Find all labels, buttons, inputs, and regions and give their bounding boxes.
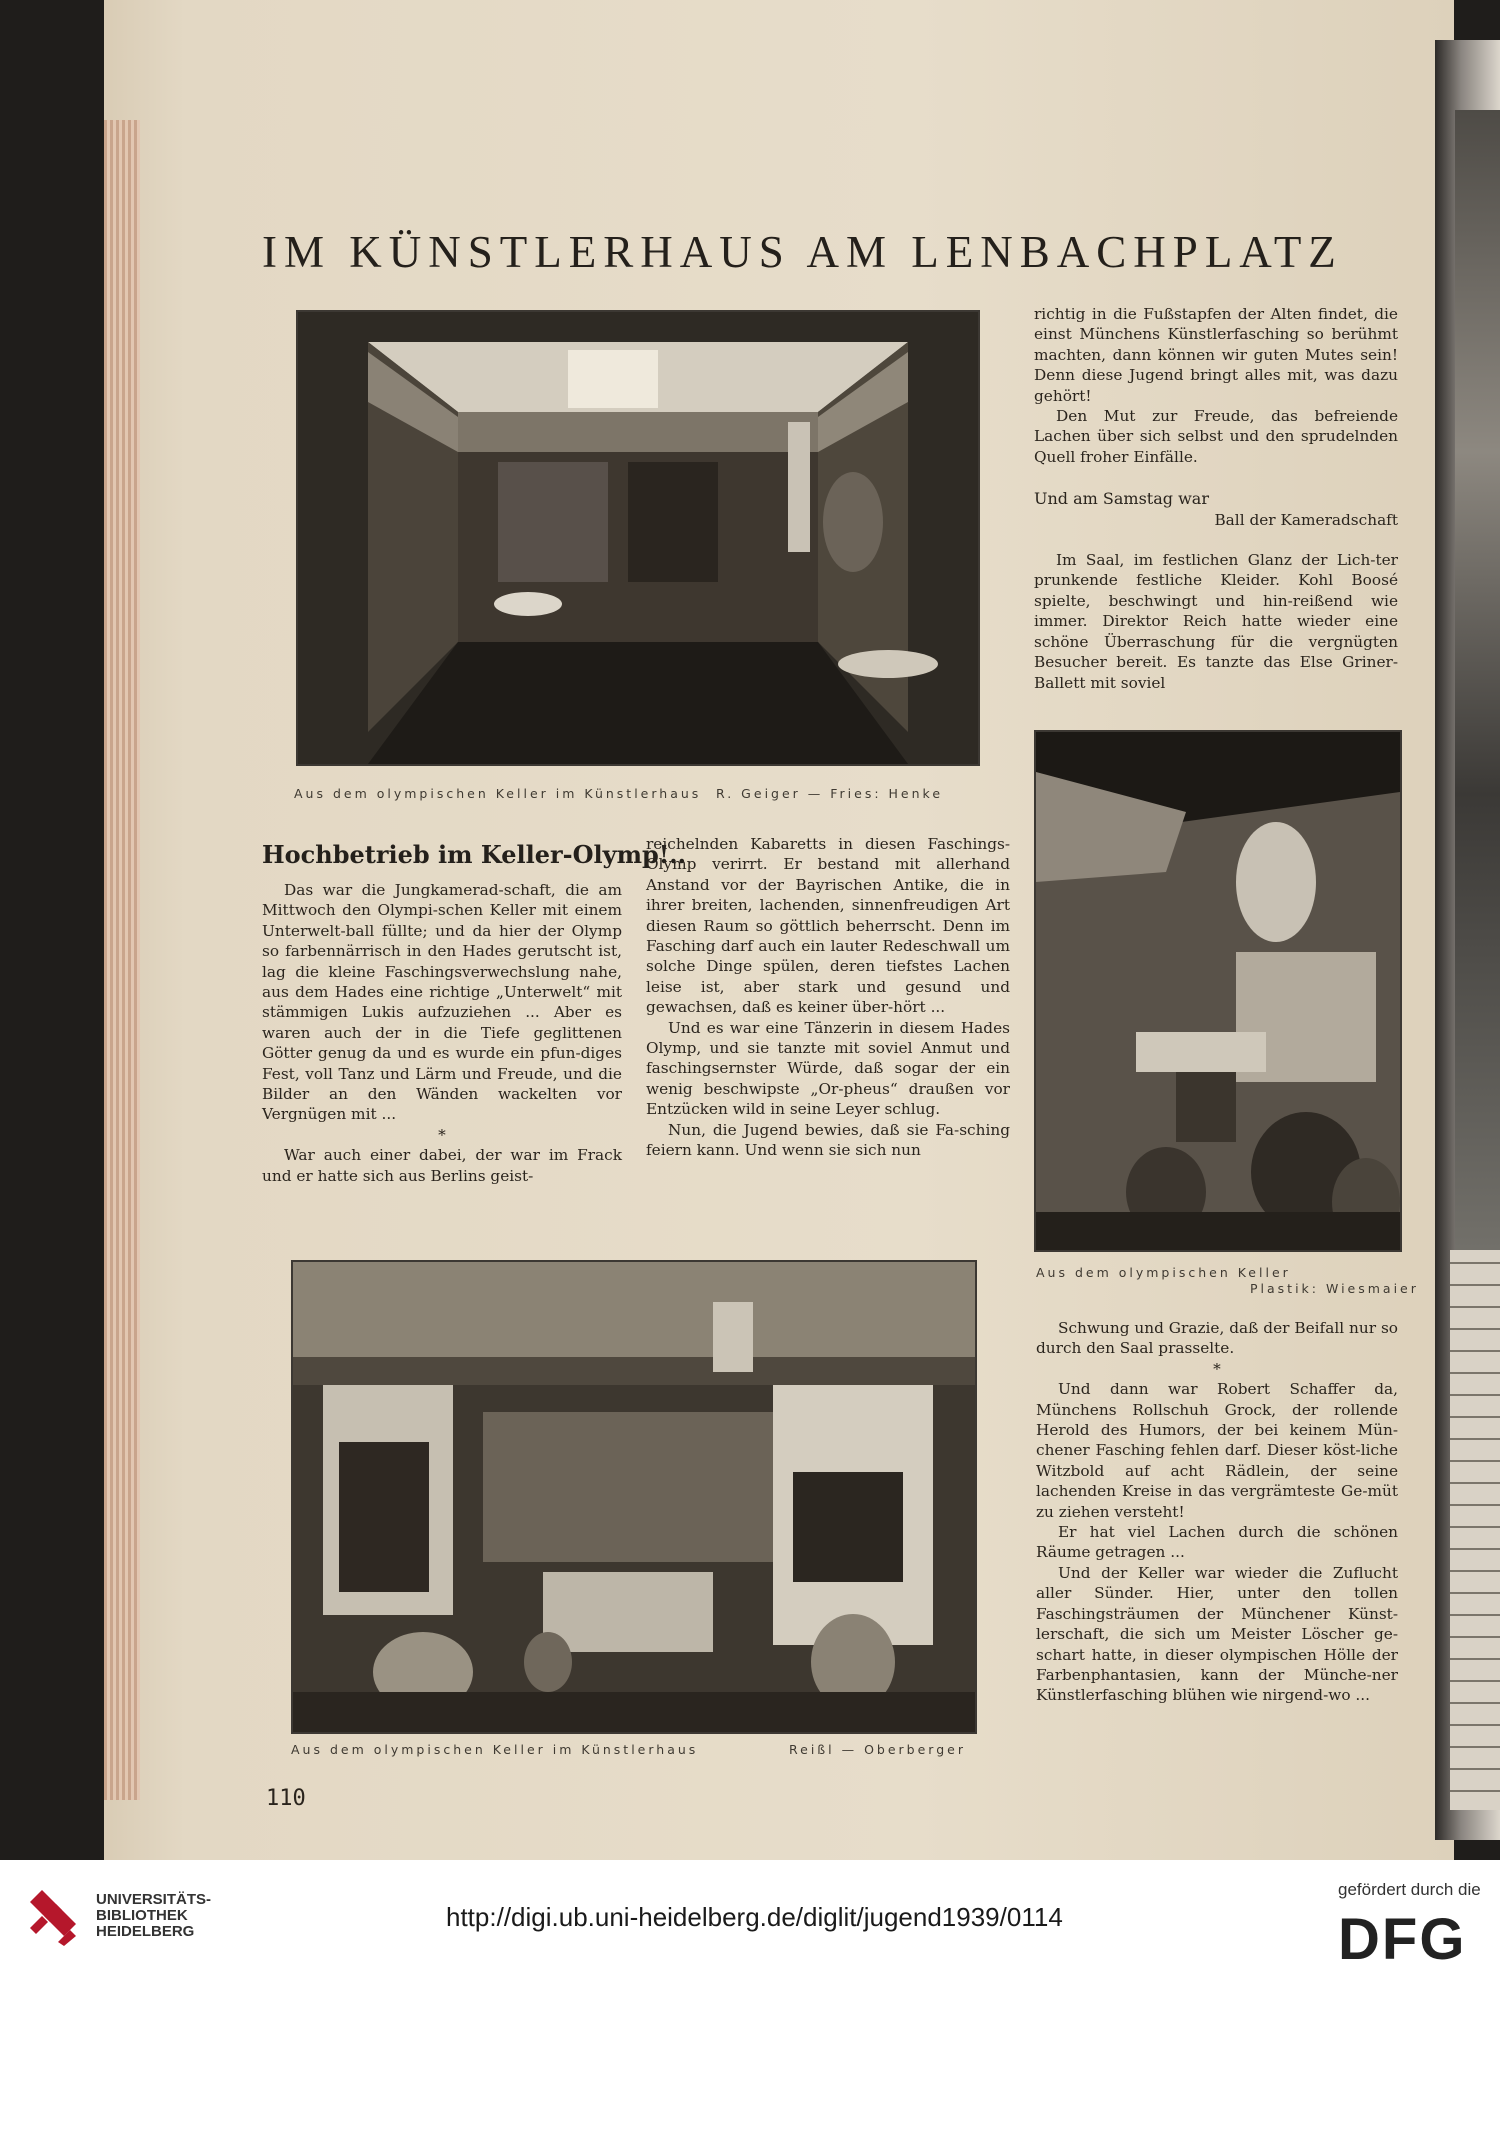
paragraph: Und dann war Robert Schaffer da, Münchens Rollschuh Grock, der rollende Herold des Humors, der bei keinem Mün-chener Fasching fehlen darf. Dieser köst-liche Witzbold auf acht Rädlein, der seine lachenden Kreise in das vergrämteste Ge-müt zu ziehen versteht! xyxy=(1036,1380,1398,1521)
text-column-middle xyxy=(646,834,1010,1161)
paragraph: Schwung und Grazie, daß der Beifall nur so durch den Saal prasselte. xyxy=(1036,1319,1398,1358)
library-name-line: BIBLIOTHEK xyxy=(96,1907,188,1924)
library-name-line: HEIDELBERG xyxy=(96,1923,195,1940)
caption-top-left: Aus dem olympischen Keller im Künstlerhaus xyxy=(294,786,702,801)
library-name xyxy=(96,1892,211,1940)
footer-bar xyxy=(0,1860,1500,2130)
paragraph: reichelnden Kabaretts in diesen Faschings-Olymp verirrt. Er bestand mit allerhand Anstand vor der Bayrischen Antike, die in ihrer breiten, lachenden, sinnenfreudigen Art diesen Raum so göttlich beherrscht. Denn im Fasching darf auch ein lauter Redeschwall um solche Dinge spülen, deren tiefstes Lachen leise ist, aber stark und gesund und gewachsen, daß es keiner über-hört ... xyxy=(646,835,1010,1017)
paragraph: Das war die Jungkamerad-schaft, die am Mittwoch den Olympi-schen Keller mit einem Unterwelt-ball füllte; und da hier der Olymp so farbennärrisch in den Hades gerutscht ist, lag die kleine Faschingsverwechslung nahe, aus dem Hades eine richtige „Unterwelt“ mit stämmigen Lukis aufzuziehen ... Aber es waren auch der in die Tiefe geglittenen Götter genug da und es wurde ein pfun-diges Fest, voll Tanz und Lärm und Freude, und die Bilder an den Wänden wackelten vor Vergnügen mit ... xyxy=(262,881,622,1124)
page-edges xyxy=(104,120,140,1800)
subheading-intro: Und am Samstag war xyxy=(1034,489,1209,509)
paragraph: Er hat viel Lachen durch die schönen Räume getragen ... xyxy=(1036,1523,1398,1562)
caption-right-left: Aus dem olympischen Keller xyxy=(1036,1265,1291,1280)
section-heading: Hochbetrieb im Keller-Olymp!.. xyxy=(262,840,687,869)
sponsor-label: gefördert durch die xyxy=(1338,1880,1481,1899)
separator-asterisk: * xyxy=(438,1125,446,1144)
paragraph: War auch einer dabei, der war im Frack und er hatte sich aus Berlins geist- xyxy=(262,1146,622,1185)
dfg-logo: DFG xyxy=(1338,1907,1467,1972)
heidelberg-library-logo-icon xyxy=(28,1888,86,1946)
paragraph: Im Saal, im festlichen Glanz der Lich-ter prunkende festliche Kleider. Kohl Boosé spielte, beschwingt und hin-reißend wie immer. Direktor Reich hatte wieder eine schöne Überraschung für die vergnügten Besucher bereit. Es tanzte das Else Griner-Ballett mit soviel xyxy=(1034,551,1398,692)
library-name-line: UNIVERSITÄTS- xyxy=(96,1891,212,1908)
facing-page-photo xyxy=(1455,110,1500,1250)
caption-right-right: Plastik: Wiesmaier xyxy=(1250,1281,1419,1296)
paragraph: richtig in die Fußstapfen der Alten findet, die einst Münchens Künstlerfasching so berühmt machten, dann können wir guten Mutes sein! Denn diese Jugend bringt alles mit, was dazu gehört! xyxy=(1034,305,1398,405)
separator-asterisk: * xyxy=(1213,1359,1221,1378)
text-column-right-top xyxy=(1034,304,1398,693)
paragraph: Nun, die Jugend bewies, daß sie Fa-sching feiern kann. Und wenn sie sich nun xyxy=(646,1120,1010,1160)
page-title: IM KÜNSTLERHAUS AM LENBACHPLATZ xyxy=(262,227,1343,277)
facing-page-text xyxy=(1450,1250,1500,1810)
source-url-link[interactable]: http://digi.ub.uni-heidelberg.de/diglit/jugend1939/0114 xyxy=(446,1902,1063,1932)
text-column-left xyxy=(262,880,622,1186)
paragraph: Und es war eine Tänzerin in diesem Hades Olymp, und sie tanzte mit soviel Anmut und faschingsernster Würde, daß sogar der ein wenig beschwipste „Or-pheus“ draußen vor Entzücken wild in seine Leyer schlug. xyxy=(646,1018,1010,1119)
paragraph: Den Mut zur Freude, das befreiende Lachen über sich selbst und den sprudelnden Quell froher Einfälle. xyxy=(1034,407,1398,466)
paragraph: Und der Keller war wieder die Zuflucht aller Sünder. Hier, unter den tollen Faschingsträumen der Münchener Künst-lerschaft, die sich um Meister Löscher ge-schart hatte, in dieser olympischen Hölle der Farbenphantasien, kann der Münche-ner Künstlerfasching blühen wie nirgend-wo ... xyxy=(1036,1563,1398,1705)
photo-hall xyxy=(296,310,980,766)
text-column-right-bottom xyxy=(1036,1318,1398,1706)
photo-sculpture xyxy=(1034,730,1402,1252)
page-number: 110 xyxy=(266,1786,306,1811)
photo-cellar xyxy=(291,1260,977,1734)
subheading-ball: Ball der Kameradschaft xyxy=(1214,510,1398,529)
caption-bottom-left: Aus dem olympischen Keller im Künstlerhaus xyxy=(291,1742,699,1757)
caption-top-right: R. Geiger — Fries: Henke xyxy=(716,786,944,801)
caption-bottom-right: Reißl — Oberberger xyxy=(789,1742,966,1757)
